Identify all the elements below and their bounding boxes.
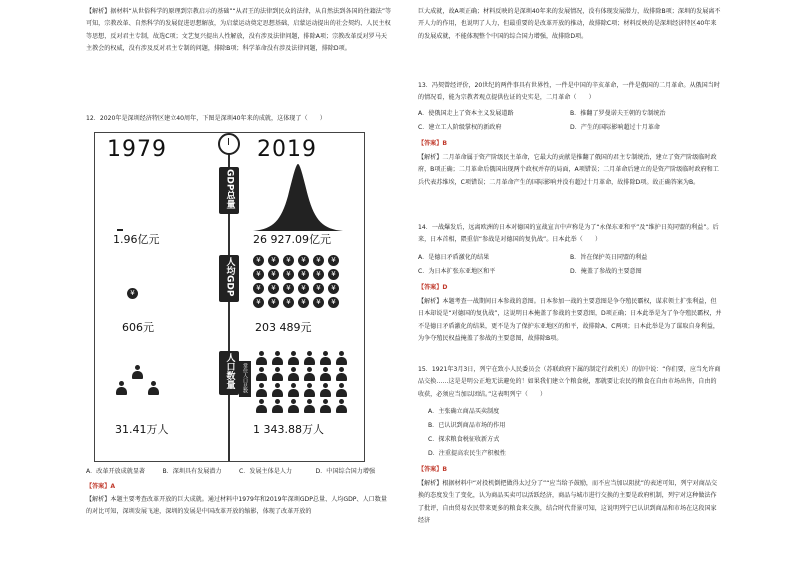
population-label (219, 351, 239, 395)
question-12: 12．2020年是深圳经济特区建立40周年，下图是深圳40年来的成就，这体现了（ ） (86, 115, 326, 122)
yuan-coin-icon: ¥ (328, 283, 339, 294)
q14-answer: 【答案】D (418, 284, 448, 291)
q15-option-c: C．探求粮食税征收新方式 (428, 436, 500, 443)
clock-icon (218, 133, 240, 155)
yuan-coin-icon: ¥ (253, 283, 264, 294)
person-icon (115, 381, 128, 395)
population-sub-label-text: 常住人口总数 (242, 363, 248, 393)
person-icon (303, 383, 316, 397)
person-icon (287, 351, 300, 365)
yuan-coin-icon: ¥ (268, 297, 279, 308)
question-13: 13．冯契曾经评价，20世纪的两件事具有世界性，一件是中国的辛亥革命，一件是俄国的二月革命。从俄国当时的情况看，能为宗教者观点提供佐证的史实是，二月革命（ ） (418, 82, 720, 102)
yuan-coin-icon: ¥ (268, 255, 279, 266)
person-group-1979 (115, 365, 160, 395)
q12-explanation: 【解析】本题主要考查改革开放的巨大成就。通过材料中1979年和2019年深圳GDP总量、人均GDP、人口数量的对比可知，深圳发展飞速，深圳的发展是中国改革开放的缩影，体现了改革开放的 (86, 496, 387, 516)
yuan-coin-icon: ¥ (283, 283, 294, 294)
yuan-coin-icon: ¥ (313, 297, 324, 308)
person-icon (287, 383, 300, 397)
population-sub-label (239, 361, 251, 397)
q12-option-c: C．发展主体是人力 (239, 468, 293, 475)
per-capita-1979-value: 606元 (122, 321, 154, 334)
q12-option-a: A．改革开放成就显著 (86, 468, 146, 475)
q15-option-a: A．主张确立商品买卖制度 (428, 408, 500, 415)
q14-option-a: A．是德日矛盾激化的结果 (418, 254, 490, 261)
person-icon (255, 383, 268, 397)
q13-options-row1 (418, 108, 722, 120)
person-icon (255, 351, 268, 365)
yuan-coin-icon: ¥ (313, 255, 324, 266)
q13-option-d: D．产生的国际影响超过十月革命 (570, 124, 661, 131)
q13-explanation: 【解析】二月革命属于资产阶级民主革命，它最大的贡献是推翻了俄国的君主专制统治，建立了资产阶级临时政府，B项正确；二月革命后俄国出现两个政权并存的局面，A项错误；二月革命后建立的是资产阶级临时政府和工兵代表苏维埃，C项错误；二月革命产生的国际影响并没有超过十月革命，故排除D项。故正确答案为B。 (418, 154, 719, 186)
population-1979-value: 31.41万人 (115, 423, 169, 436)
q14-option-b: B．旨在保护英日同盟的利益 (570, 254, 648, 261)
q15-answer: 【答案】B (418, 466, 448, 473)
per-capita-2019-value: 203 489元 (255, 321, 312, 334)
gdp-mountain-icon (253, 161, 343, 231)
q15-option-d: D．注重提高农民生产积极性 (428, 450, 506, 457)
yuan-coin-icon: ¥ (328, 255, 339, 266)
q14-explanation: 【解析】本题考查一战期间日本参战的意图。日本参加一战的主要意图是争夺殖民霸权，谋求领土扩张利益，但日本却说是“对德国的复仇战”，这说明日本掩盖了参战的主要意图，D项正确；日本此举是为了争夺殖民霸权，并不是德日矛盾激化的结果，更不是为了保护东亚地区的和平，故排除A、C两项；日本此举是为了谋取自身利益，为争夺殖民权益掩盖了参战的主要意图，故排除B项。 (418, 298, 722, 343)
q13-options-row2 (418, 122, 722, 134)
person-icon (335, 351, 348, 365)
q13-answer: 【答案】B (418, 140, 448, 147)
gdp-2019-value: 26 927.09亿元 (253, 233, 331, 246)
yuan-coin-icon: ¥ (253, 269, 264, 280)
gdp-per-capita-label (219, 255, 239, 302)
q14-option-d: D．掩盖了参战的主要意图 (570, 268, 642, 275)
person-icon (287, 367, 300, 381)
q15-option-b: B．已认识到商品市场的作用 (428, 422, 506, 429)
person-icon (319, 351, 332, 365)
analysis-text: 【解析】据材料“从世俗科学的原理到宗教启示的基础”“从君王的法律到民众的法律，从自然法到各国的往籍法”等可知，宗教改革、自然科学的发展促进思想解放，为启蒙运动奠定思想基础，启蒙运动提出的社会契约、人民主权等思想，反对君主专制，故选C项；文艺复兴提出人性解放，没有涉及法律问题，排除A项；宗教改革反对罗马天主教会的权威，没有涉及反对君主专制的问题，排除B项；科学革命没有涉及法律问题，排除D项。 (86, 8, 392, 53)
yuan-coin-icon: ¥ (298, 255, 309, 266)
yuan-coin-icon: ¥ (298, 269, 309, 280)
q12-option-d: D．中国综合国力增强 (315, 468, 376, 475)
question-15: 15．1921年3月3日，列宁在致小人民委员会（苏联政府下属的制定行政机关）的信中说：“你们要，应当允许商品交换……这是是明公正地无法避免的！如果我们建立个粮食税，那就要让农民的粮食在自由市场出售，自由的收获，必须应当加以团结。”这表明列宁（ ） (418, 366, 721, 398)
yuan-coin-icon: ¥ (253, 297, 264, 308)
yuan-coin-icon: ¥ (298, 297, 309, 308)
person-icon (335, 399, 348, 413)
shenzhen-infographic (94, 132, 365, 462)
population-2019-value: 1 343.88万人 (253, 423, 324, 436)
yuan-coin-icon: ¥ (268, 283, 279, 294)
year-1979: 1979 (107, 137, 167, 162)
q14-option-c: C．为日本扩张东亚地区和平 (418, 268, 496, 275)
q15-explanation: 【解析】根据材料中“对投机倒把做得太过分了”“应当给予鼓励，而不应当加以阻扰”的表述可知，列宁对商品交换的态度发生了变化，认为商品买卖可以活跃经济，商品与城市进行交换的主要是政府机制，列宁对这种做法作了批评，自由贸易农民带来更多的粮食来交换，结合时代背景可知，这说明列宁已认识到商品和市场在这段国家经济 (418, 480, 718, 525)
yuan-coin-icon: ¥ (328, 269, 339, 280)
person-icon (131, 365, 144, 379)
person-icon (271, 399, 284, 413)
person-icon (255, 399, 268, 413)
person-icon (303, 351, 316, 365)
yuan-coin-icon: ¥ (283, 255, 294, 266)
person-icon (271, 351, 284, 365)
person-icon (335, 383, 348, 397)
gdp-1979-value: 1.96亿元 (113, 233, 160, 246)
q13-option-b: B．推翻了罗曼诺夫王朝的专制统治 (570, 110, 666, 117)
person-icon (271, 367, 284, 381)
coin-grid (253, 255, 339, 308)
person-icon (147, 381, 160, 395)
person-icon (287, 399, 300, 413)
person-grid-2019 (255, 351, 348, 413)
question-14: 14．一战爆发后，远离欧洲的日本对德国的宣战宣言中声称是为了“永保东亚和平”及“维护日英同盟的利益”。后来，日本首相，隈重信“参战是对德国的复仇战”。日本此举（ ） (418, 224, 719, 244)
yuan-coin-icon: ¥ (313, 283, 324, 294)
q12-option-b: B．深圳具有发展潜力 (162, 468, 222, 475)
yuan-coin-icon: ¥ (328, 297, 339, 308)
q13-option-c: C．建立工人阶级掌权的新政府 (418, 124, 502, 131)
yuan-coin-icon: ¥ (253, 255, 264, 266)
year-2019: 2019 (257, 137, 317, 162)
q12-options (86, 466, 392, 478)
yuan-coin-icon: ¥ (313, 269, 324, 280)
yuan-coin-icon: ¥ (283, 269, 294, 280)
q12-explanation-cont: 巨大成就，故A项正确；材料反映的是深圳40年来的发展情况，没有体现发展潜力，故排除B项；深圳的发展离不开人力的作用，也说明了人力，但最重要的是改革开放的推动，故排除C项；材料反映的是深圳经济特区40年来的发展成就，不能体现整个中国的综合国力增强，故排除D项。 (418, 8, 721, 40)
person-icon (335, 367, 348, 381)
yuan-coin-icon: ¥ (127, 288, 138, 299)
gdp-total-label (219, 167, 239, 214)
person-icon (303, 399, 316, 413)
q12-answer: 【答案】A (86, 483, 116, 490)
gdp-total-label-text: GDP总量 (224, 169, 235, 209)
person-icon (271, 383, 284, 397)
q14-options-row2 (418, 266, 722, 278)
population-label-text: 人口数量 (224, 353, 235, 389)
yuan-coin-icon: ¥ (283, 297, 294, 308)
q13-option-a: A．使俄国走上了资本主义发展道路 (418, 110, 514, 117)
person-icon (319, 399, 332, 413)
person-icon (319, 383, 332, 397)
yuan-coin-icon: ¥ (298, 283, 309, 294)
person-icon (255, 367, 268, 381)
person-icon (319, 367, 332, 381)
yuan-coin-icon: ¥ (268, 269, 279, 280)
gdp-per-capita-label-text: 人均GDP (224, 257, 235, 297)
analysis-paragraph (86, 6, 392, 56)
person-icon (303, 367, 316, 381)
q14-options-row1 (418, 252, 722, 264)
